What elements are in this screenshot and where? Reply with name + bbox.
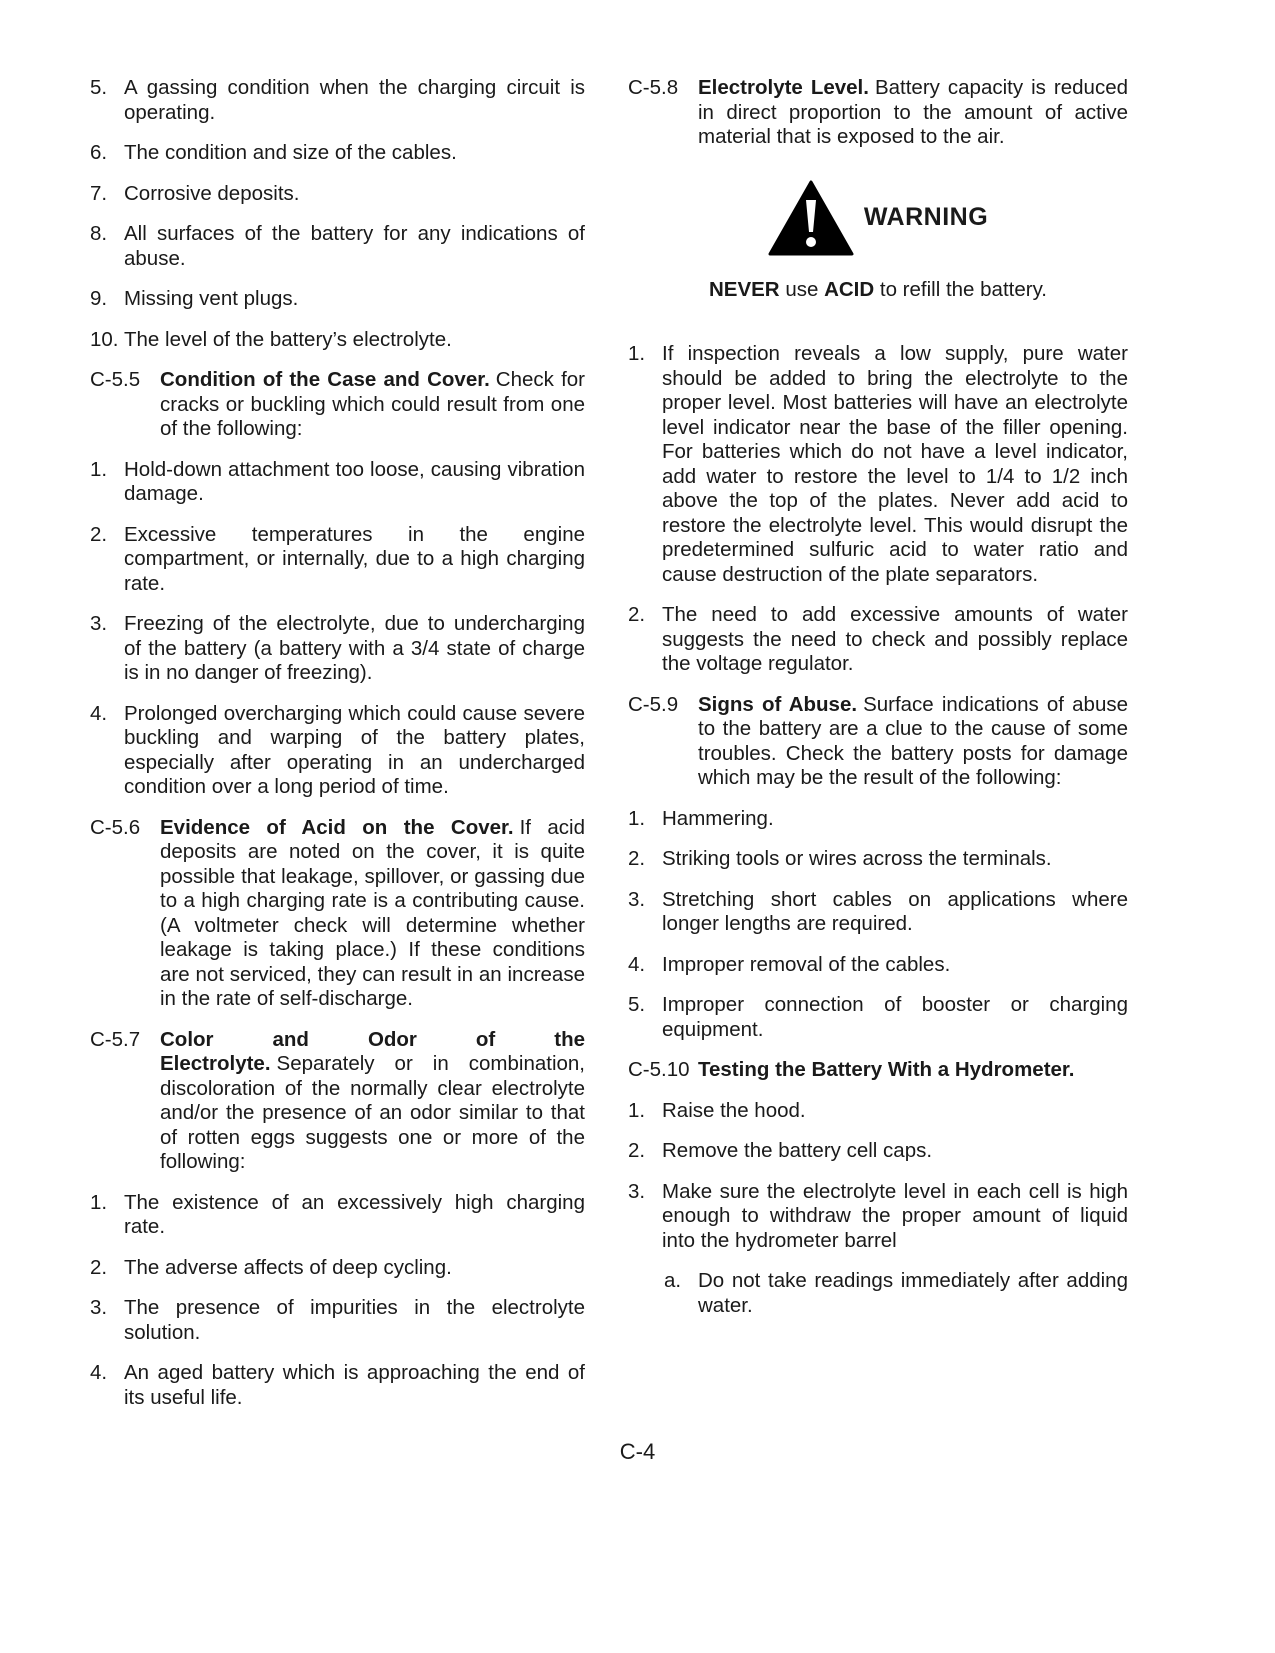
list-item: 4. Prolonged overcharging which could cause severe buckling and warping of the battery plates, especially after operating in an undercharged condition over a long period of time. xyxy=(90,701,585,798)
section-heading: Testing the Battery With a Hydrometer. xyxy=(698,1058,1075,1081)
section-number: C-5.10 xyxy=(628,1058,690,1081)
list-item: 1. If inspection reveals a low supply, pure water should be added to bring the electrolyte to the proper level. Most batteries will have an electrolyte level indicator near the base of the filler opening. For batteries which do not have a level indicator, add water to restore the level to 1/4 to 1/2 inch above the top of the plates. Never add acid to restore the electrolyte level. This would disrupt the predetermined sulfuric acid to water ratio and cause destruction of the plate separators. xyxy=(628,342,1128,586)
list-item: 2. Striking tools or wires across the terminals. xyxy=(628,847,1052,870)
section-body: Separately or in combination, discoloration of the normally clear electrolyte and/or the presence of an odor similar to that of rotten eggs suggests one or more of the following: xyxy=(160,1052,585,1173)
list-item: 3. Make sure the electrolyte level in each cell is high enough to withdraw the proper amount of liquid into the hydrometer barrel xyxy=(628,1179,1128,1252)
list-item: 2. The adverse affects of deep cycling. xyxy=(90,1255,452,1279)
section-c5-5 xyxy=(90,368,585,442)
section-number: C-5.7 xyxy=(90,1027,141,1051)
right-column xyxy=(628,76,1128,1334)
section-heading: Color and Odor of the Electrolyte. xyxy=(160,1027,585,1075)
list-item: 3. Freezing of the electrolyte, due to undercharging of the battery (a battery with a 3/4 state of charge is in no danger of freezing). xyxy=(90,612,585,684)
section-body: If acid deposits are noted on the cover, it is quite possible that leakage, spillover, or gassing due to a high charging rate is a contributing cause. (A voltmeter check will determine whether leakage is taking place.) If these conditions are not serviced, they can result in an increase in the rate of self-discharge. xyxy=(160,815,585,1010)
section-heading: Electrolyte Level. xyxy=(698,76,869,99)
warning-label: WARNING xyxy=(863,203,989,232)
list-item: 3. Stretching short cables on applications where longer lengths are required. xyxy=(628,887,1128,935)
page-number: C-4 xyxy=(619,1439,656,1464)
list-item: 1. Hold-down attachment too loose, causing vibration damage. xyxy=(90,457,585,505)
list-item: 6. The condition and size of the cables. xyxy=(90,141,457,164)
list-item: 1. The existence of an excessively high charging rate. xyxy=(90,1190,585,1238)
list-item: 10. The level of the battery’s electrolyte. xyxy=(90,327,452,351)
warning-message: NEVER use ACID to refill the battery. xyxy=(708,277,1048,301)
list-item: 4. Improper removal of the cables. xyxy=(628,952,951,976)
section-body: Check for cracks or buckling which could result from one of the following: xyxy=(160,368,585,440)
list-item: 7. Corrosive deposits. xyxy=(90,181,300,205)
list-item: 2. Remove the battery cell caps. xyxy=(628,1139,933,1162)
list-item: 3. The presence of impurities in the electrolyte solution. xyxy=(90,1296,585,1344)
warning-triangle-icon xyxy=(768,180,854,256)
list-item: 5. A gassing condition when the charging circuit is operating. xyxy=(90,76,585,124)
section-c5-9 xyxy=(628,693,1128,791)
section-heading: Evidence of Acid on the Cover. xyxy=(160,815,514,839)
section-c5-10 xyxy=(628,1058,1128,1083)
section-c5-7 xyxy=(90,1028,585,1175)
section-number: C-5.5 xyxy=(90,368,141,391)
section-heading: Condition of the Case and Cover. xyxy=(160,368,490,391)
list-item: 2. Excessive temperatures in the engine compartment, or internally, due to a high charging rate. xyxy=(90,522,585,595)
section-number: C-5.6 xyxy=(90,815,141,839)
list-item: 9. Missing vent plugs. xyxy=(90,287,299,310)
section-c5-6 xyxy=(90,816,585,1012)
list-item: 5. Improper connection of booster or charging equipment. xyxy=(628,993,1128,1041)
section-number: C-5.9 xyxy=(628,692,679,716)
section-body: Battery capacity is reduced in direct proportion to the amount of active material that is exposed to the air. xyxy=(698,76,1128,148)
section-body: Surface indications of abuse to the battery are a clue to the cause of some troubles. Check the battery posts for damage which may be the result of the following: xyxy=(698,692,1128,789)
list-item: 2. The need to add excessive amounts of water suggests the need to check and possibly replace the voltage regulator. xyxy=(628,603,1128,675)
list-item: 8. All surfaces of the battery for any indications of abuse. xyxy=(90,222,585,270)
section-c5-8 xyxy=(628,76,1128,150)
section-number: C-5.8 xyxy=(628,76,679,99)
list-item: 1. Hammering. xyxy=(628,806,774,830)
left-column xyxy=(90,76,585,1426)
section-heading: Signs of Abuse. xyxy=(698,692,858,716)
sub-list-item: a. Do not take readings immediately after adding water. xyxy=(664,1269,1128,1317)
list-item: 1. Raise the hood. xyxy=(628,1098,806,1122)
list-item: 4. An aged battery which is approaching the end of its useful life. xyxy=(90,1361,585,1409)
warning-banner xyxy=(628,180,1128,256)
